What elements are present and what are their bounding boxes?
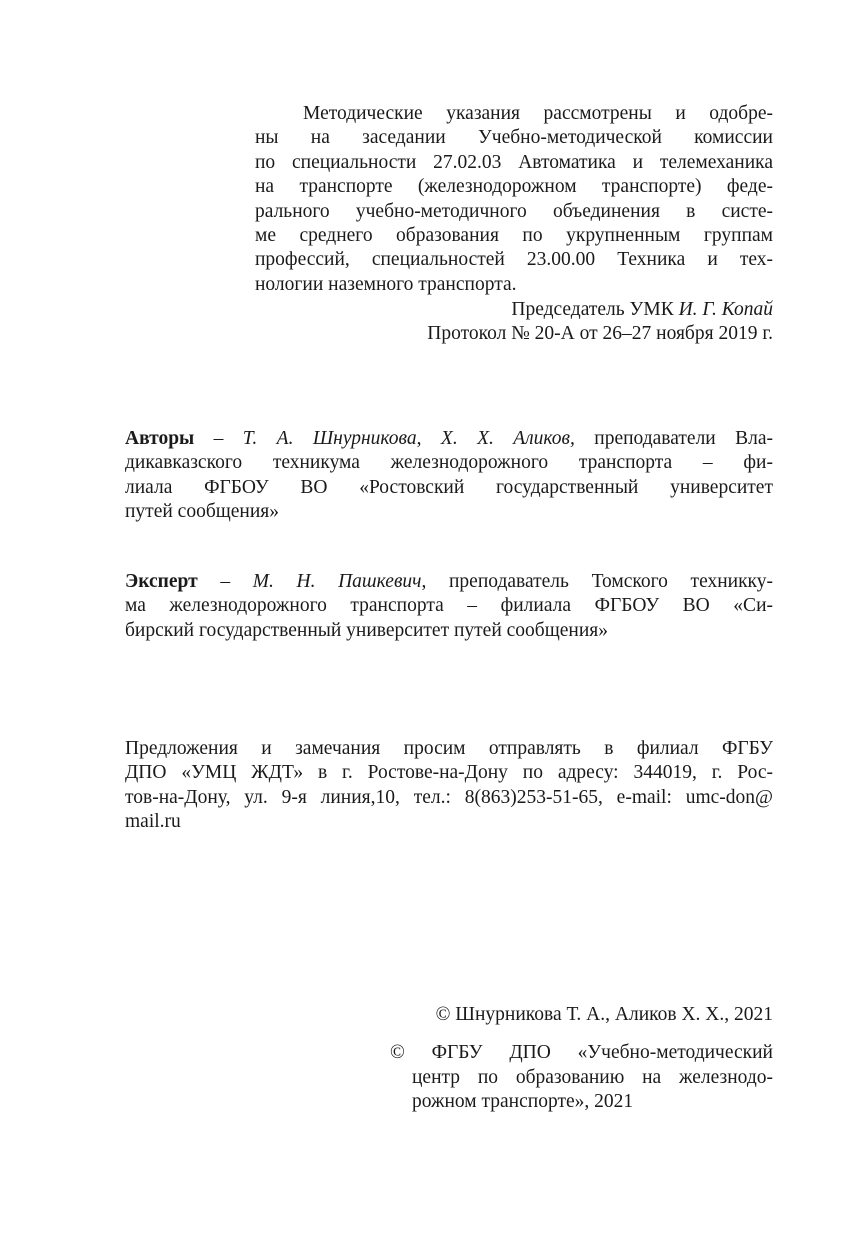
copyright-publisher <box>390 1041 773 1114</box>
approval-line-7: профессий, специальностей 23.00.00 Техника и тех- <box>255 249 773 271</box>
protocol-line: Протокол № 20-А от 26–27 ноября 2019 г. <box>427 323 773 345</box>
chair-line <box>255 298 773 322</box>
author-name-1: Т. А. Шнурникова <box>242 428 417 449</box>
copyright-authors-text: © Шнурникова Т. А., Аликов Х. Х., 2021 <box>435 1004 773 1025</box>
authors-line-3: лиала ФГБОУ ВО «Ростовский государственный университет <box>125 476 773 498</box>
expert-name: М. Н. Пашкевич <box>252 571 422 592</box>
approval-line-4: на транспорте (железнодорожном транспорте) феде- <box>255 176 773 198</box>
copyright-authors <box>390 1003 773 1027</box>
authors-dash: – <box>194 428 243 449</box>
expert-label: Эксперт <box>125 571 198 592</box>
copyright-publisher-line-3: рожном транспорте», 2021 <box>412 1091 634 1113</box>
approval-line-1: Методические указания рассмотрены и одобре- <box>303 103 773 124</box>
contact-line-4: mail.ru <box>125 811 181 833</box>
author-name-2: Х. Х. Аликов, <box>440 428 575 449</box>
authors-line-4: путей сообщения» <box>125 501 280 523</box>
approval-signatures <box>255 298 773 347</box>
approval-line-2: ны на заседании Учебно-методической комиссии <box>255 127 773 149</box>
contact-paragraph <box>125 737 773 835</box>
copyright-publisher-line-2: центр по образованию на железнодо- <box>412 1066 773 1088</box>
expert-line-2: ма железнодорожного транспорта – филиала ФГБОУ ВО «Си- <box>125 595 773 617</box>
approval-line-3: по специальности 27.02.03 Автоматика и телемеханика <box>255 151 773 173</box>
expert-line-1 <box>125 570 773 594</box>
expert-line-1-rest: , преподаватель Томского техникку- <box>421 571 773 592</box>
approval-paragraph <box>255 102 773 297</box>
chair-label: Председатель УМК <box>511 299 679 320</box>
approval-line-5: рального учебно-методичного объединения в систе- <box>255 200 773 222</box>
approval-line-8: нологии наземного транспорта. <box>255 273 517 295</box>
authors-line-1-rest: преподаватели Вла- <box>574 428 774 449</box>
approval-line-6: ме среднего образования по укрупненным группам <box>255 225 773 247</box>
copyright-block <box>390 1003 773 1129</box>
expert-dash: – <box>197 571 253 592</box>
expert-paragraph <box>125 570 773 643</box>
authors-separator: , <box>416 428 441 449</box>
authors-label: Авторы <box>125 428 195 449</box>
expert-line-3: бирский государственный университет путей сообщения» <box>125 619 608 641</box>
authors-line-1 <box>125 427 773 451</box>
contact-line-3: тов-на-Дону, ул. 9-я линия,10, тел.: 8(863)253-51-65, e-mail: umc-don@ <box>125 786 773 808</box>
authors-line-2: дикавказского техникума железнодорожного транспорта – фи- <box>125 452 773 474</box>
contact-line-2: ДПО «УМЦ ЖДТ» в г. Ростове-на-Дону по адресу: 344019, г. Рос- <box>125 762 773 784</box>
copyright-publisher-line-1: © ФГБУ ДПО «Учебно-методический <box>390 1042 773 1064</box>
contact-line-1: Предложения и замечания просим отправлять в филиал ФГБУ <box>125 738 773 759</box>
chair-name: И. Г. Копай <box>678 299 773 320</box>
authors-paragraph <box>125 427 773 525</box>
